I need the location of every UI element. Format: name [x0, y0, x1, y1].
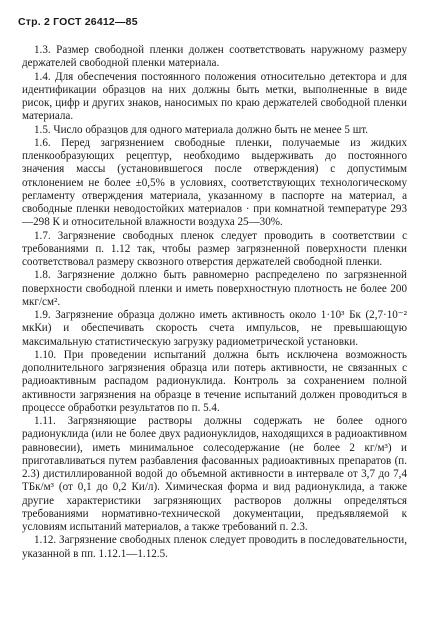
paragraph-1-12: 1.12. Загрязнение свободных пленок следует проводить в последовательности, указанной в пп. 1.12.1—1.12.5. — [22, 534, 407, 560]
paragraph-1-5: 1.5. Число образцов для одного материала должно быть не менее 5 шт. — [34, 123, 369, 136]
page-header: Стр. 2 ГОСТ 26412—85 — [18, 16, 138, 28]
paragraph-1-6: 1.6. Перед загрязнением свободные пленки, получаемые из жидких пленкообразующих рецептур, необходимо выдерживать до постоянного значения массы (установившегося после отверждения) с допустимым отклонением не более ±0,5% в условиях, соответствующих технологическому регламенту отверждения материала, указанному в паспорте на материал, а свободные пленки неводостойких материалов · при комнатной температуре 293—298 К и относительной влажности воздуха 25—30%. — [22, 136, 407, 229]
paragraph-1-8: 1.8. Загрязнение должно быть равномерно распределено по загрязненной поверхности свободной пленки и иметь поверхностную плотность не более 200 мкг/см². — [22, 269, 407, 308]
paragraph-1-3: 1.3. Размер свободной пленки должен соответствовать наружному размеру держателей свободной пленки материала. — [22, 44, 407, 70]
paragraph-1-11: 1.11. Загрязняющие растворы должны содержать не более одного радионуклида (или не более двух радионуклидов, находящихся в радиоактивном равновесии), иметь минимальное солесодержание (не более 2 кг/м³) и приготавливаться путем разбавления фасованных радиоактивных препаратов (п. 2.3) дистиллированной водой до объемной активности в интервале от 3,7 до 7,4 ТБк/м³ (от 0,1 до 0,2 Ки/л). Химическая форма и вид радионуклида, а также другие характеристики загрязняющих растворов должны определяться требованиями нормативно-технической документации, предъявляемой к условиям испытаний материалов, а также требований п. 2.3. — [22, 415, 407, 533]
paragraph-1-10: 1.10. При проведении испытаний должна быть исключена возможность дополнительного загрязнения образца или потерь активности, не связанных с радиоактивным распадом радионуклида. Контроль за сохранением полной активности загрязнения на образце в течение испытаний должен проводиться в процессе обработки результатов по п. 5.4. — [22, 348, 407, 414]
paragraph-1-4: 1.4. Для обеспечения постоянного положения относительно детектора и для идентификации образцов на них должны быть метки, выполненные в виде рисок, цифр и других знаков, наносимых по краю держателей свободной пленки материала. — [22, 70, 407, 123]
document-body — [22, 44, 407, 561]
paragraph-1-7: 1.7. Загрязнение свободных пленок следует проводить в соответствии с требованиями п. 1.12 так, чтобы размер загрязненной поверхности пленки соответствовал размеру сквозного отверстия держателей свободной пленки. — [22, 229, 407, 268]
paragraph-1-9: 1.9. Загрязнение образца должно иметь активность около 1·10³ Бк (2,7·10⁻² мкКи) и обеспечивать скорость счета импульсов, не превышающую максимальную статистическую загрузку радиометрической установки. — [22, 309, 407, 348]
